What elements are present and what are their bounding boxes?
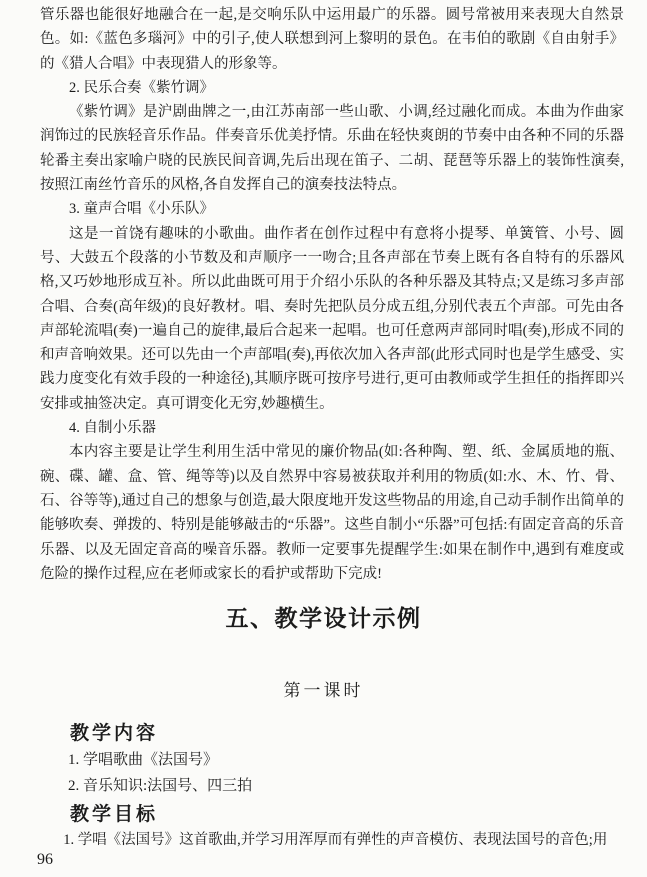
- page-body-text: [40, 3, 624, 586]
- teaching-goals-heading: 教学目标: [70, 804, 159, 825]
- teaching-content-heading: 教学内容: [70, 723, 159, 744]
- paragraph-zizhudiao-description: 《紫竹调》是沪剧曲牌之一,由江苏南部一些山歌、小调,经过融化而成。本曲为作曲家润饰过的民族轻音乐作品。伴奏音乐优美抒情。乐曲在轻快爽朗的节奏中由各种不同的乐器轮番主奏出家喻户晓的民族民间音调,先后出现在笛子、二胡、琵琶等乐器上的装饰性演奏,按照江南丝竹音乐的风格,各自发挥自己的演奏技法特点。: [40, 104, 624, 194]
- teaching-content-item-knowledge: 2. 音乐知识:法国号、四三拍: [68, 778, 253, 794]
- teaching-goals-first-item: 1. 学唱《法国号》这首歌曲,并学习用浑厚而有弹性的声音模仿、表现法国号的音色;用: [63, 832, 608, 848]
- item-heading-homemade-instruments: 4. 自制小乐器: [69, 420, 156, 437]
- item-heading-childrens-chorus-little-band: 3. 童声合唱《小乐队》: [69, 201, 214, 218]
- page-number: 96: [37, 851, 53, 868]
- paragraph-homemade-instruments-description: 本内容主要是让学生利用生活中常见的廉价物品(如:各种陶、塑、纸、金属质地的瓶、碗、碟、罐、盒、管、绳等等)以及自然界中容易被获取并利用的物质(如:水、木、竹、骨、石、谷等等),通过自己的想象与创造,最大限度地开发这些物品的用途,自己动手制作出简单的能够吹奏、弹拨的、特别是能够敲击的“乐器”。这些自制小“乐器”可包括:有固定音高的乐音乐器、以及无固定音高的噪音乐器。教师一定要事先提醒学生:如果在制作中,遇到有难度或危险的操作过程,应在老师或家长的看护或帮助下完成!: [40, 444, 624, 582]
- paragraph-wind-instruments-continued: 管乐器也能很好地融合在一起,是交响乐队中运用最广的乐器。圆号常被用来表现大自然景色。如:《蓝色多瑙河》中的引子,使人联想到河上黎明的景色。在韦伯的歌剧《自由射手》的《猎人合唱》中表现猎人的形象等。: [40, 7, 624, 72]
- paragraph-little-band-description: 这是一首饶有趣味的小歌曲。曲作者在创作过程中有意将小提琴、单簧管、小号、圆号、大鼓五个段落的小节数及和声顺序一一吻合;且各声部在节奏上既有各自特有的乐器风格,又巧妙地形成互补。所以此曲既可用于介绍小乐队的各种乐器及其特点;又是练习多声部合唱、合奏(高年级)的良好教材。唱、奏时先把队员分成五组,分别代表五个声部。可先由各声部轮流唱(奏)一遍自己的旋律,最后合起来一起唱。也可任意两声部同时唱(奏),形成不同的和声音响效果。还可以先由一个声部唱(奏),再依次加入各声部(此形式同时也是学生感受、实践力度变化有效手段的一种途径),其顺序既可按序号进行,更可由教师或学生担任的指挥即兴安排或抽签决定。真可谓变化无穷,妙趣横生。: [40, 225, 624, 412]
- teaching-content-item-song: 1. 学唱歌曲《法国号》: [68, 752, 219, 768]
- section-heading-teaching-design-examples: 五、教学设计示例: [225, 606, 422, 631]
- lesson-heading-first-period: 第一课时: [283, 681, 364, 700]
- item-heading-folk-ensemble-zizhudiao: 2. 民乐合奏《紫竹调》: [69, 79, 214, 96]
